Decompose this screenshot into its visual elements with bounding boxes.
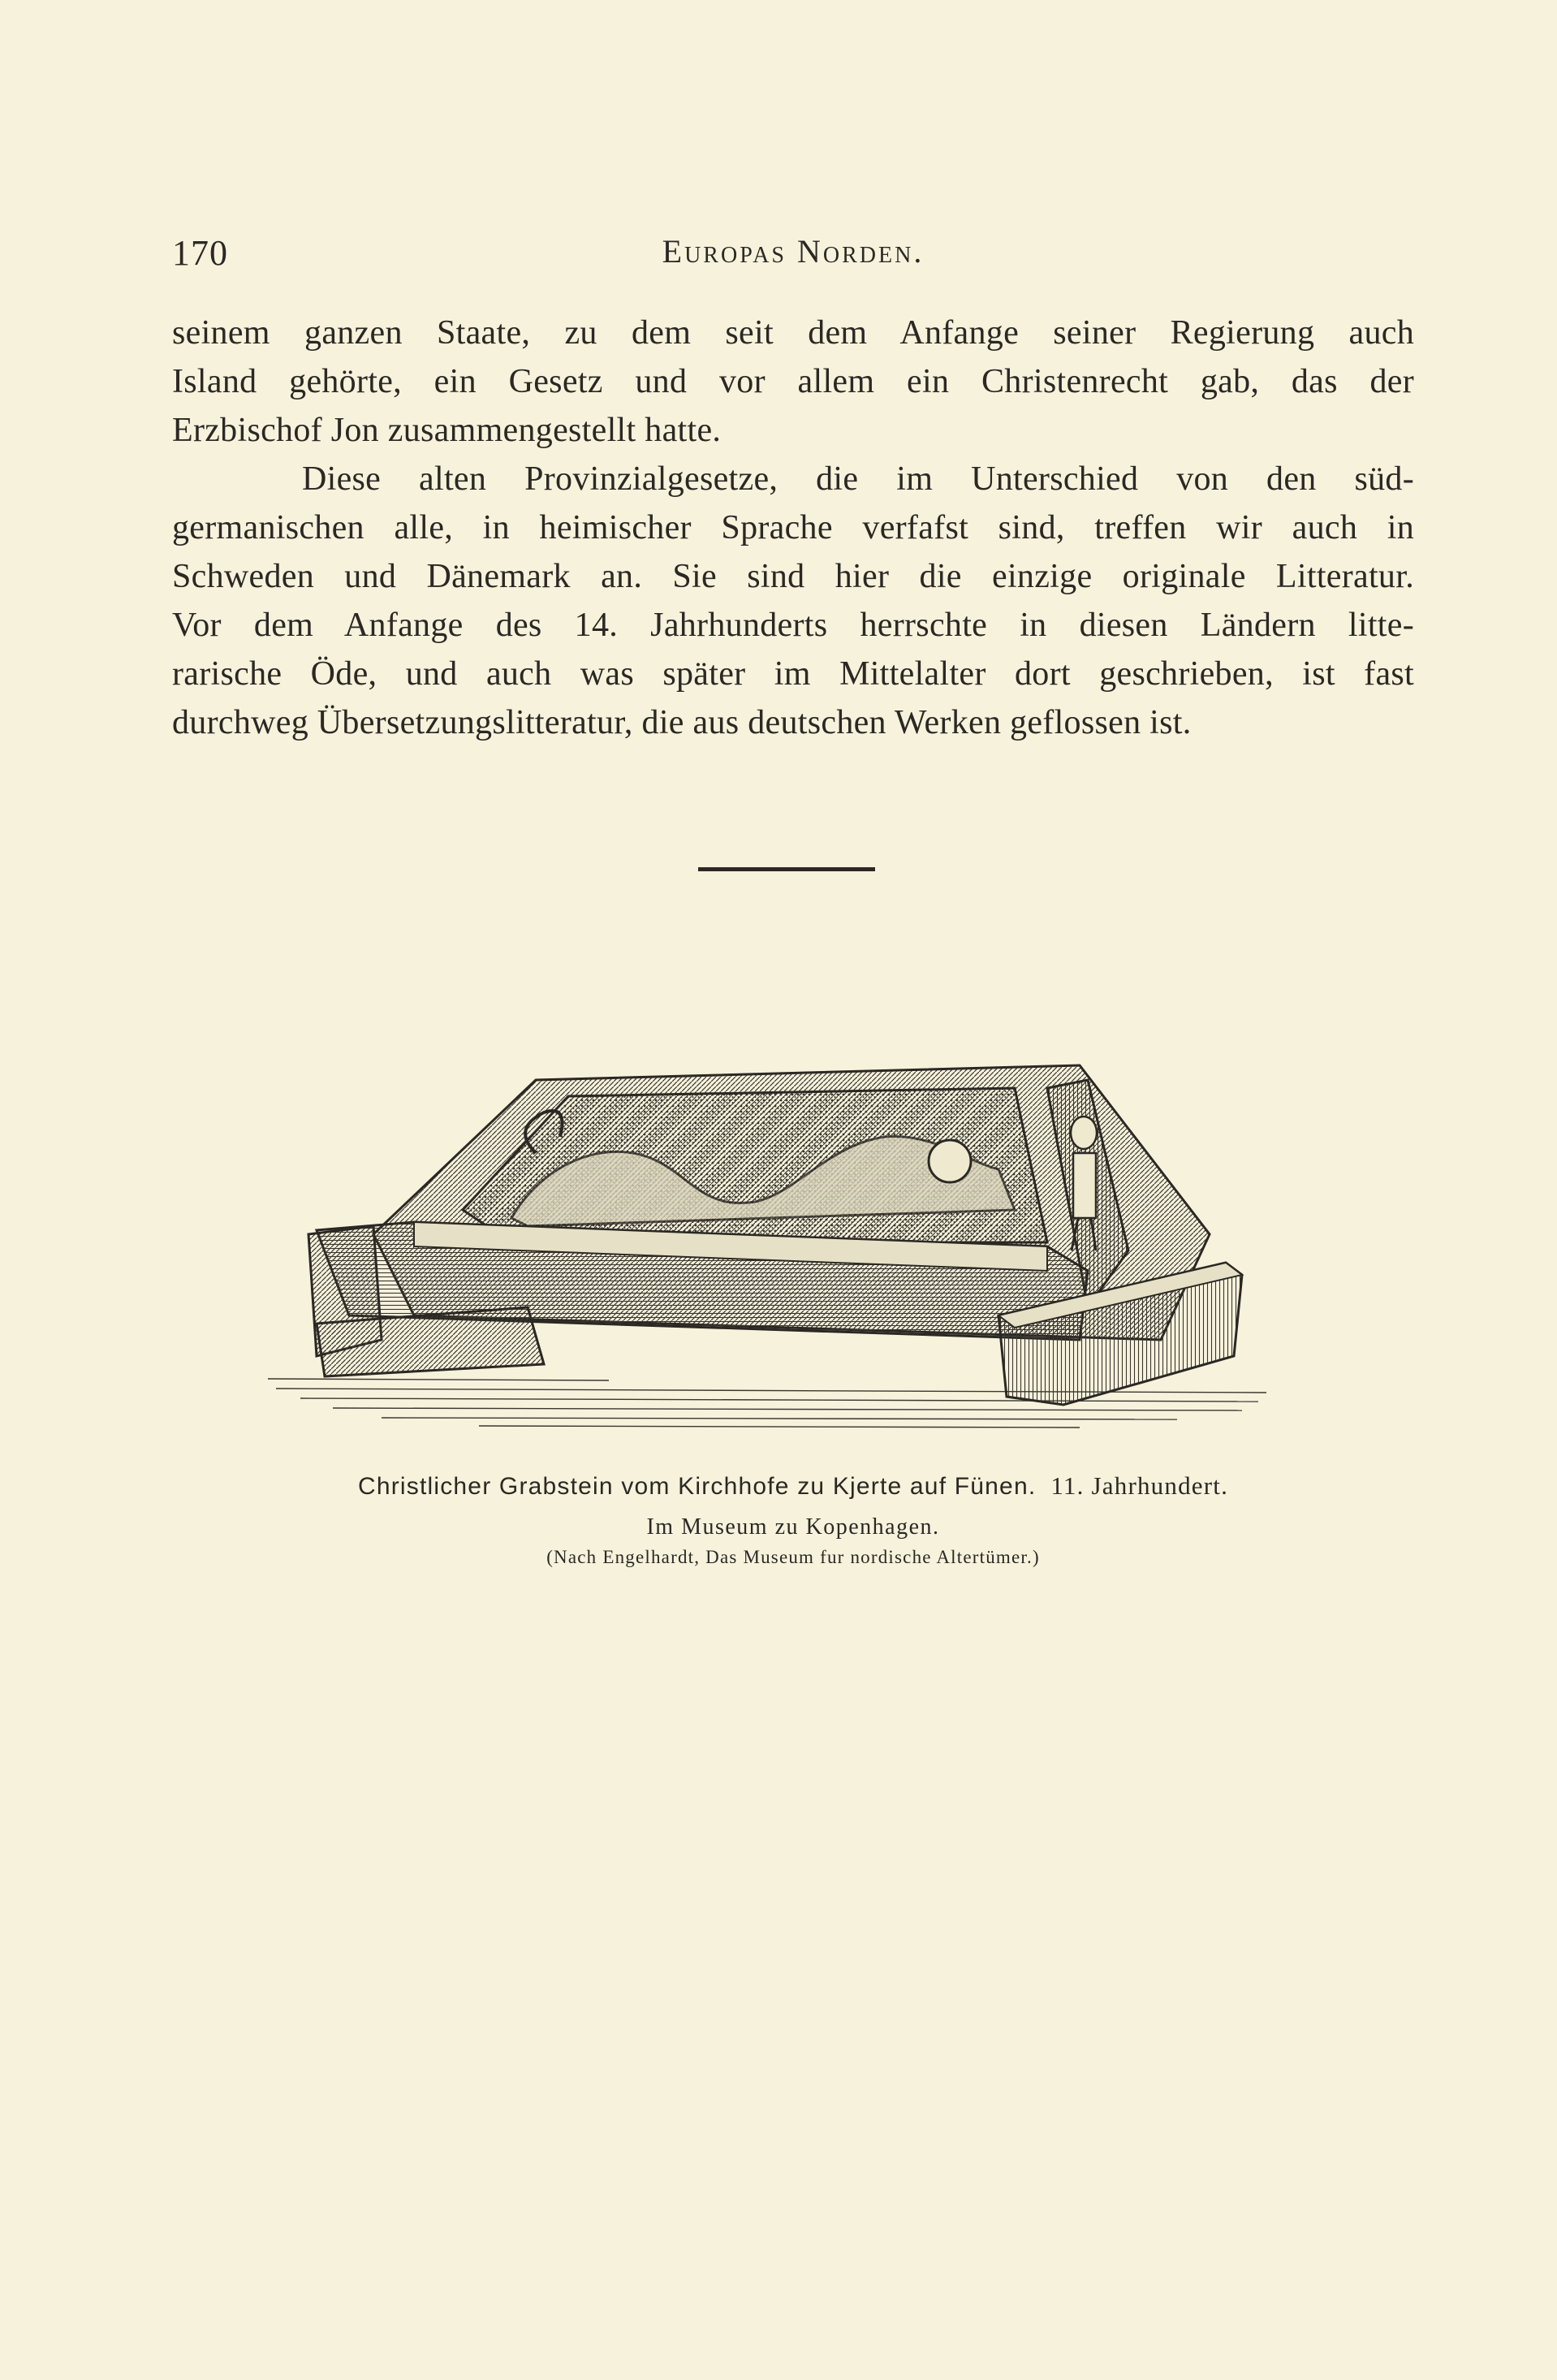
running-title: Europas Norden. (662, 233, 925, 270)
running-head (172, 232, 1414, 281)
figure-caption (172, 1471, 1414, 1501)
section-divider (698, 867, 875, 871)
caption-title: Christlicher Grabstein vom Kirchhofe zu Kjerte auf Fünen. (357, 1473, 1037, 1500)
body-text (172, 309, 1414, 747)
caption-source: (Nach Engelhardt, Das Museum fur nordische Altertümer.) (546, 1547, 1040, 1567)
text-line: Vor dem Anfange des 14. Jahrhunderts herrschte in diesen Ländern litte- (172, 607, 1414, 644)
text-line: rarische Öde, und auch was später im Mittelalter dort geschrieben, ist fast (172, 655, 1414, 693)
text-line: Schweden und Dänemark an. Sie sind hier die einzige originale Litteratur. (172, 558, 1414, 595)
gravestone-illustration (268, 1047, 1291, 1449)
text-line: Erzbischof Jon zusammengestellt hatte. (172, 412, 722, 449)
text-line: germanischen alle, in heimischer Sprache verfafst sind, treffen wir auch in (172, 509, 1414, 546)
text-line: Island gehörte, ein Gesetz und vor allem ein Christenrecht gab, das der (172, 363, 1414, 400)
caption-date: 11. Jahrhundert. (1050, 1471, 1229, 1500)
text-line: durchweg Übersetzungslitteratur, die aus deutschen Werken geflossen ist. (172, 704, 1192, 741)
caption-location: Im Museum zu Kopenhagen. (646, 1514, 940, 1540)
text-line: seinem ganzen Staate, zu dem seit dem Anfange seiner Regierung auch (172, 314, 1414, 352)
text-line: Diese alten Provinzialgesetze, die im Unterschied von den süd- (302, 460, 1414, 498)
page-number: 170 (172, 233, 228, 273)
